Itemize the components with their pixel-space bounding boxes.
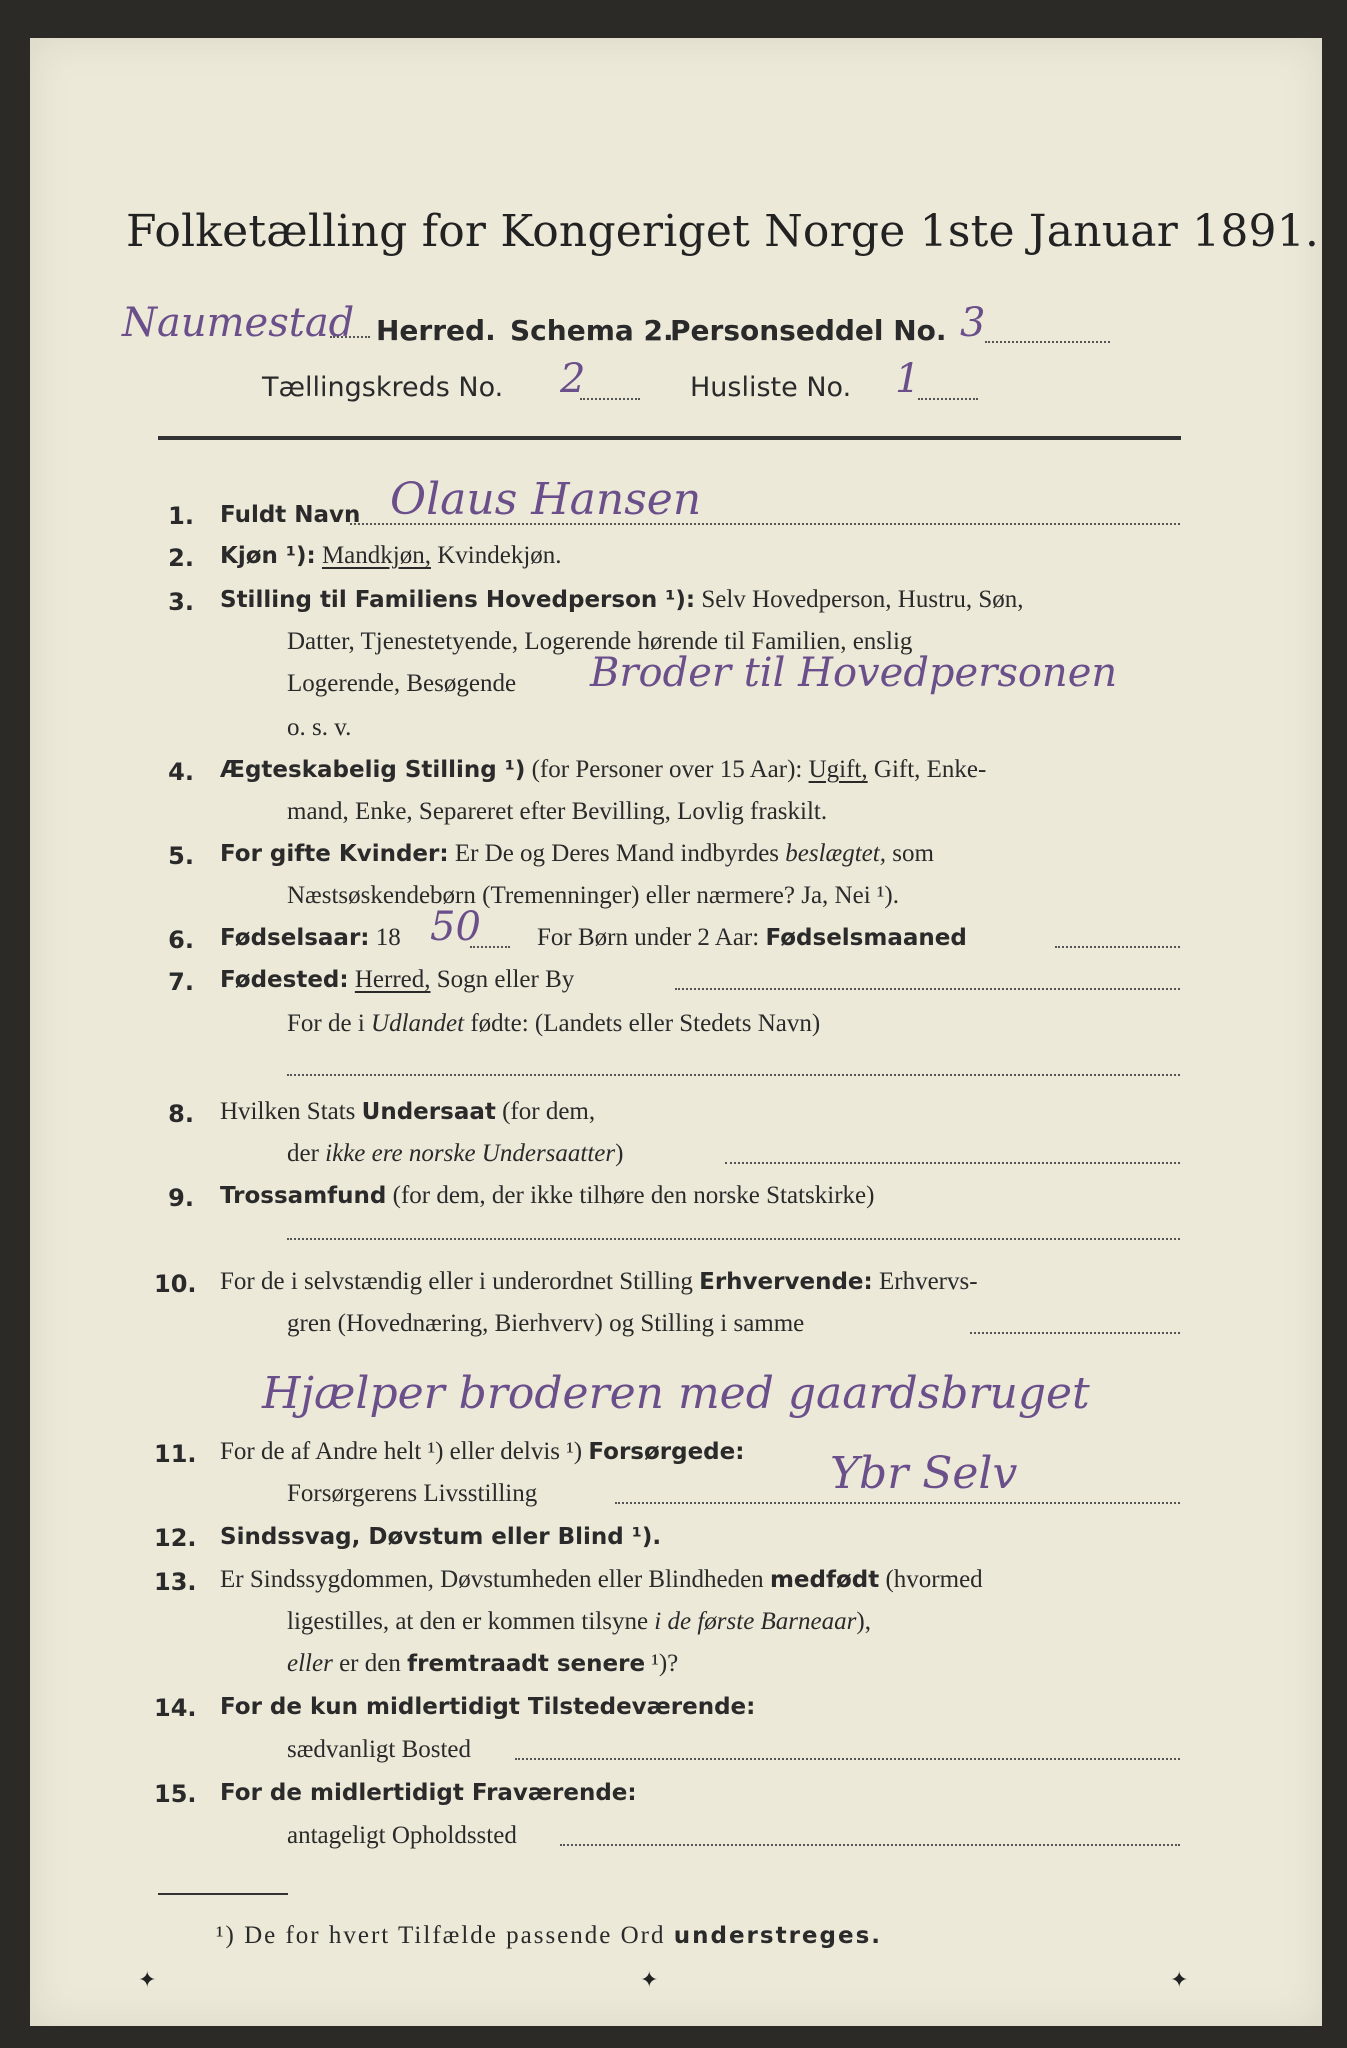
item-number: 9. — [168, 1184, 194, 1212]
registration-mark-icon: ✦ — [640, 1968, 659, 1993]
dotted-leader — [615, 1502, 1180, 1504]
q13-text-3c: ¹)? — [651, 1650, 679, 1677]
dotted-leader — [580, 398, 640, 400]
dotted-leader — [970, 1332, 1180, 1334]
herred-handwritten: Naumestad — [122, 300, 355, 346]
q6-line — [220, 924, 401, 952]
q4-text-1a: (for Personer over 15 Aar): — [531, 756, 803, 783]
item-number: 13. — [154, 1568, 197, 1596]
dotted-leader — [985, 341, 1110, 343]
q4-text-1b: Gift, Enke- — [873, 756, 987, 783]
q13-line-3 — [287, 1650, 678, 1678]
herred-label: Herred. — [376, 314, 496, 347]
q3-answer: Broder til Hovedpersonen — [590, 650, 1118, 696]
footnote — [216, 1922, 882, 1950]
item-number: 11. — [154, 1440, 197, 1468]
q3-line-1 — [220, 586, 1024, 614]
q5-text-2: Næstsøskendebørn (Tremenninger) eller nærmere? Ja, Nei ¹). — [287, 882, 899, 909]
item-number: 8. — [168, 1100, 194, 1128]
q7-line-2 — [287, 1010, 820, 1038]
q6-text: For Børn under 2 Aar: — [537, 924, 760, 951]
census-form-sheet — [30, 38, 1322, 2026]
footnote-emphasis: understreges. — [673, 1923, 883, 1949]
item-number: 1. — [168, 502, 194, 530]
q9-label: Trossamfund — [220, 1183, 387, 1209]
q7-label: Fødested: — [220, 967, 349, 993]
footnote-text: De for hvert Tilfælde passende Ord — [244, 1922, 666, 1949]
q3-text-3: Logerende, Besøgende — [287, 670, 517, 697]
q8-text-2a: der — [287, 1140, 319, 1167]
q8-line-1 — [220, 1098, 595, 1126]
q3-text-4: o. s. v. — [287, 714, 352, 741]
kreds-number: 2 — [560, 356, 586, 402]
item-number: 15. — [154, 1780, 197, 1808]
q7-text-2b: Udlandet — [371, 1010, 465, 1037]
q4-option-ugift: Ugift, — [808, 756, 868, 783]
q10-text-2: gren (Hovednæring, Bierhverv) og Stilling i samme — [287, 1310, 805, 1337]
q13-text-3a: eller — [287, 1650, 333, 1677]
dotted-leader — [330, 336, 370, 338]
personseddel-number: 3 — [960, 300, 986, 346]
q9-line — [220, 1182, 874, 1210]
q13-line-1 — [220, 1566, 983, 1594]
item-number: 3. — [168, 588, 194, 616]
dotted-leader — [287, 1074, 1180, 1076]
page-title: Folketælling for Kongeriget Norge 1ste Januar 1891. — [126, 206, 1320, 257]
item-number: 7. — [168, 968, 194, 996]
q13-label: medfødt — [769, 1567, 880, 1593]
q15-text: antageligt Opholdssted — [287, 1822, 517, 1849]
item-number: 4. — [168, 758, 194, 786]
personseddel-label: Personseddel No. — [670, 314, 947, 347]
q2-option-female: Kvindekjøn. — [437, 542, 562, 569]
q5-text-1a: Er De og Deres Mand indbyrdes — [454, 840, 780, 867]
q10-text-1a: For de i selvstændig eller i underordnet Stilling — [220, 1268, 693, 1295]
q7-text-2c: fødte: (Landets eller Stedets Navn) — [470, 1010, 821, 1037]
q6-line-b — [537, 924, 967, 952]
dotted-leader — [918, 398, 978, 400]
q13-text-2a: ligestilles, at den er kommen tilsyne — [287, 1608, 649, 1635]
q7-text-1: Sogn eller By — [436, 966, 575, 993]
q7-line-1 — [220, 966, 574, 994]
q13-text-1a: Er Sindssygdommen, Døvstumheden eller Blindheden — [220, 1566, 764, 1593]
q5-text-1b: beslægtet, — [785, 840, 886, 867]
q12-label: Sindssvag, Døvstum eller Blind ¹). — [220, 1524, 662, 1550]
kreds-label: Tællingskreds No. — [262, 372, 504, 403]
q13-label-b: fremtraadt senere — [407, 1651, 646, 1677]
q7-text-2a: For de i — [287, 1010, 365, 1037]
registration-mark-icon: ✦ — [1170, 1968, 1189, 1993]
q2-option-male: Mandkjøn, — [321, 542, 431, 569]
header-divider — [158, 436, 1181, 440]
item-number: 2. — [168, 544, 194, 572]
q4-line-1 — [220, 756, 986, 784]
schema-label: Schema 2. — [510, 314, 674, 347]
q14-text: sædvanligt Bosted — [287, 1736, 472, 1763]
q5-line-1 — [220, 840, 934, 868]
item-number: 6. — [168, 926, 194, 954]
q13-text-2b: i de første Barneaar — [654, 1608, 857, 1635]
q7-option-herred: Herred, — [354, 966, 431, 993]
q2-line — [220, 542, 562, 570]
footnote-mark: ¹) — [216, 1922, 236, 1949]
q6-answer-year: 50 — [430, 904, 481, 950]
item-number: 10. — [154, 1270, 197, 1298]
husliste-number: 1 — [895, 356, 921, 402]
item-number: 14. — [154, 1694, 197, 1722]
q1-answer-name: Olaus Hansen — [390, 474, 702, 525]
q8-text-1a: Hvilken Stats — [220, 1098, 356, 1125]
q3-label: Stilling til Familiens Hovedperson ¹): — [220, 587, 696, 613]
item-number: 5. — [168, 842, 194, 870]
q14-label: For de kun midlertidigt Tilstedeværende: — [220, 1694, 756, 1720]
q11-text-2: Forsørgerens Livsstilling — [287, 1480, 538, 1507]
footnote-rule — [158, 1893, 288, 1895]
q4-label: Ægteskabelig Stilling ¹) — [220, 757, 526, 783]
q6-label-b: Fødselsmaaned — [765, 925, 967, 951]
q2-label: Kjøn ¹): — [220, 543, 316, 569]
q11-text-1a: For de af Andre helt ¹) eller delvis ¹) — [220, 1438, 583, 1465]
dotted-leader — [470, 946, 510, 948]
q1-label: Fuldt Navn — [220, 502, 361, 528]
q5-label: For gifte Kvinder: — [220, 841, 449, 867]
q8-text-1b: (for dem, — [502, 1098, 596, 1125]
dotted-leader — [287, 1238, 1180, 1240]
q10-line-1 — [220, 1268, 978, 1296]
q8-text-2c: ) — [615, 1140, 624, 1167]
q3-text-1: Selv Hovedperson, Hustru, Søn, — [701, 586, 1024, 613]
q10-label: Erhvervende: — [699, 1269, 873, 1295]
q8-line-2 — [287, 1140, 623, 1168]
q11-line-1 — [220, 1438, 744, 1466]
dotted-leader — [1055, 946, 1180, 948]
q8-text-2b: ikke ere norske Undersaatter — [325, 1140, 616, 1167]
q6-label: Fødselsaar: — [220, 925, 370, 951]
q13-text-1b: (hvormed — [885, 1566, 983, 1593]
q5-text-1c: som — [892, 840, 934, 867]
registration-mark-icon: ✦ — [138, 1968, 157, 1993]
q10-text-1b: Erhvervs- — [878, 1268, 978, 1295]
q8-label: Undersaat — [361, 1099, 496, 1125]
dotted-leader — [560, 1844, 1180, 1846]
q11-label: Forsørgede: — [588, 1439, 745, 1465]
q13-text-2c: ), — [856, 1608, 871, 1635]
q13-text-3b: er den — [339, 1650, 401, 1677]
q11-answer: Ybr Selv — [830, 1448, 1018, 1499]
husliste-label: Husliste No. — [690, 372, 852, 403]
item-number: 12. — [154, 1524, 197, 1552]
q6-prefix: 18 — [375, 924, 401, 951]
q15-label: For de midlertidigt Fraværende: — [220, 1780, 637, 1806]
dotted-leader — [515, 1758, 1180, 1760]
q10-answer: Hjælper broderen med gaardsbruget — [262, 1368, 1090, 1419]
q13-line-2 — [287, 1608, 871, 1636]
dotted-leader — [725, 1162, 1180, 1164]
q9-text: (for dem, der ikke tilhøre den norske Statskirke) — [392, 1182, 875, 1209]
q3-text-2: Datter, Tjenestetyende, Logerende hørende til Familien, enslig — [287, 628, 913, 655]
q4-text-2: mand, Enke, Separeret efter Bevilling, Lovlig fraskilt. — [287, 798, 828, 825]
dotted-leader — [675, 988, 1180, 990]
